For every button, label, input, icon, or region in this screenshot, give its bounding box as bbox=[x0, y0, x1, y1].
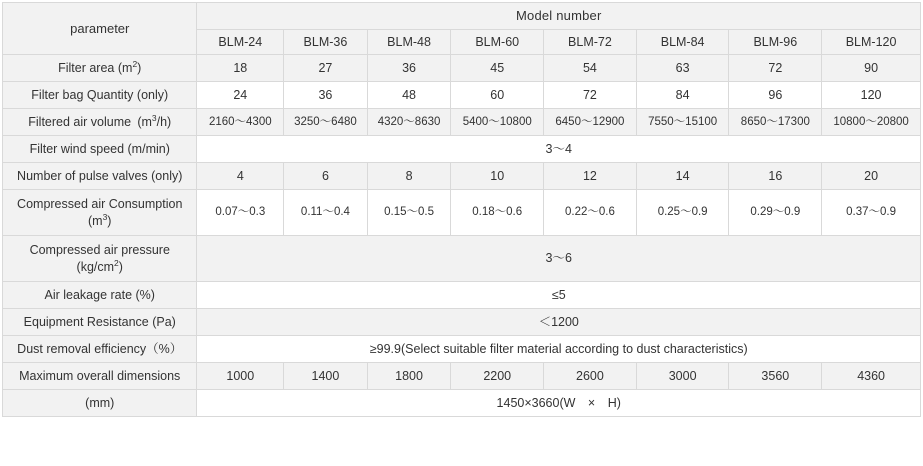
cell-value: 3560 bbox=[729, 363, 822, 390]
cell-value: 5400～10800 bbox=[451, 109, 544, 136]
cell-value: 1000 bbox=[197, 363, 284, 390]
cell-value: 10 bbox=[451, 163, 544, 190]
row-label-text-end: ) bbox=[107, 213, 112, 228]
model-header-blm-60: BLM-60 bbox=[451, 29, 544, 55]
cell-value: 2200 bbox=[451, 363, 544, 390]
row-label-filter-wind-speed: Filter wind speed (m/min) bbox=[3, 136, 197, 163]
model-header-blm-24: BLM-24 bbox=[197, 29, 284, 55]
table-row bbox=[3, 82, 921, 109]
cell-value: 3000 bbox=[636, 363, 729, 390]
row-label-compressed-air-consumption bbox=[3, 190, 197, 236]
row-label-filter-area bbox=[3, 55, 197, 82]
table-row bbox=[3, 309, 921, 336]
cell-value: 45 bbox=[451, 55, 544, 82]
row-label-line1: Compressed air Consumption bbox=[17, 197, 183, 212]
cell-value: 0.11～0.4 bbox=[284, 190, 368, 236]
cell-value: 20 bbox=[822, 163, 921, 190]
row-label-maximum-overall-dimensions-unit: (mm) bbox=[3, 390, 197, 417]
table-row bbox=[3, 136, 921, 163]
model-header-blm-84: BLM-84 bbox=[636, 29, 729, 55]
cell-value: 0.15～0.5 bbox=[367, 190, 451, 236]
cell-value: 63 bbox=[636, 55, 729, 82]
row-label-text: (m bbox=[87, 213, 103, 228]
row-label-filter-bag-quantity: Filter bag Quantity (only) bbox=[3, 82, 197, 109]
cell-value: 96 bbox=[729, 82, 822, 109]
cell-value: 36 bbox=[284, 82, 368, 109]
cell-value: 48 bbox=[367, 82, 451, 109]
row-label-maximum-overall-dimensions: Maximum overall dimensions bbox=[3, 363, 197, 390]
cell-value: 90 bbox=[822, 55, 921, 82]
cell-value: 7550～15100 bbox=[636, 109, 729, 136]
cell-value: 24 bbox=[197, 82, 284, 109]
row-label-text: Filtered air volume (m bbox=[28, 114, 152, 129]
row-label-text-end: ) bbox=[118, 259, 123, 274]
row-label-sup: 3 bbox=[102, 211, 108, 222]
cell-value: 18 bbox=[197, 55, 284, 82]
header-model-number-cell: Model number bbox=[197, 3, 921, 30]
row-label-sup: 2 bbox=[132, 58, 138, 69]
cell-value: 120 bbox=[822, 82, 921, 109]
row-label-air-leakage-rate: Air leakage rate (%) bbox=[3, 282, 197, 309]
cell-value-span: ＜1200 bbox=[197, 309, 921, 336]
cell-value: 6 bbox=[284, 163, 368, 190]
specification-table bbox=[2, 2, 921, 417]
row-label-equipment-resistance: Equipment Resistance (Pa) bbox=[3, 309, 197, 336]
cell-value: 2160～4300 bbox=[197, 109, 284, 136]
cell-value: 0.25～0.9 bbox=[636, 190, 729, 236]
cell-value: 72 bbox=[544, 82, 637, 109]
model-header-blm-48: BLM-48 bbox=[367, 29, 451, 55]
model-header-blm-36: BLM-36 bbox=[284, 29, 368, 55]
cell-value: 60 bbox=[451, 82, 544, 109]
cell-value: 4 bbox=[197, 163, 284, 190]
cell-value: 72 bbox=[729, 55, 822, 82]
cell-value: 36 bbox=[367, 55, 451, 82]
cell-value-span: 3～4 bbox=[197, 136, 921, 163]
table-row bbox=[3, 190, 921, 236]
cell-value: 16 bbox=[729, 163, 822, 190]
row-label-text-end: ) bbox=[137, 60, 142, 75]
cell-value: 54 bbox=[544, 55, 637, 82]
row-label-text-end: /h) bbox=[156, 114, 172, 129]
row-label-text: Filter area (m bbox=[58, 60, 133, 75]
header-parameter-cell: parameter bbox=[3, 3, 197, 55]
row-label-sup: 3 bbox=[151, 112, 157, 123]
row-label-filtered-air-volume bbox=[3, 109, 197, 136]
cell-value: 10800～20800 bbox=[822, 109, 921, 136]
cell-value: 4320～8630 bbox=[367, 109, 451, 136]
cell-value: 4360 bbox=[822, 363, 921, 390]
table-header-row-top bbox=[3, 3, 921, 30]
model-header-blm-96: BLM-96 bbox=[729, 29, 822, 55]
cell-value: 8650～17300 bbox=[729, 109, 822, 136]
row-label-pulse-valves: Number of pulse valves (only) bbox=[3, 163, 197, 190]
row-label-line1: Compressed air pressure bbox=[29, 243, 170, 258]
table-row bbox=[3, 109, 921, 136]
cell-value: 0.07～0.3 bbox=[197, 190, 284, 236]
cell-value-span: ≤5 bbox=[197, 282, 921, 309]
table-row bbox=[3, 336, 921, 363]
cell-value: 2600 bbox=[544, 363, 637, 390]
row-label-dust-removal-efficiency: Dust removal efficiency（%） bbox=[3, 336, 197, 363]
cell-value: 84 bbox=[636, 82, 729, 109]
row-label-compressed-air-pressure bbox=[3, 236, 197, 282]
row-label-line2 bbox=[5, 213, 194, 230]
cell-value: 14 bbox=[636, 163, 729, 190]
cell-value: 3250～6480 bbox=[284, 109, 368, 136]
cell-value: 8 bbox=[367, 163, 451, 190]
row-label-sup: 2 bbox=[114, 257, 119, 268]
model-header-blm-120: BLM-120 bbox=[822, 29, 921, 55]
cell-value: 12 bbox=[544, 163, 637, 190]
table-row bbox=[3, 282, 921, 309]
cell-value: 0.18～0.6 bbox=[451, 190, 544, 236]
cell-value: 1400 bbox=[284, 363, 368, 390]
table-row bbox=[3, 390, 921, 417]
cell-value: 6450～12900 bbox=[544, 109, 637, 136]
table-row bbox=[3, 363, 921, 390]
cell-value-span: 1450×3660(W × H) bbox=[197, 390, 921, 417]
model-header-blm-72: BLM-72 bbox=[544, 29, 637, 55]
table-row bbox=[3, 163, 921, 190]
cell-value: 0.37～0.9 bbox=[822, 190, 921, 236]
table-row bbox=[3, 236, 921, 282]
cell-value: 0.22～0.6 bbox=[544, 190, 637, 236]
table-row bbox=[3, 55, 921, 82]
row-label-text: (kg/cm bbox=[76, 259, 115, 274]
cell-value-span: ≥99.9(Select suitable filter material according to dust characteristics) bbox=[197, 336, 921, 363]
row-label-line2 bbox=[5, 259, 194, 276]
cell-value: 1800 bbox=[367, 363, 451, 390]
cell-value: 0.29～0.9 bbox=[729, 190, 822, 236]
cell-value: 27 bbox=[284, 55, 368, 82]
cell-value-span: 3～6 bbox=[197, 236, 921, 282]
